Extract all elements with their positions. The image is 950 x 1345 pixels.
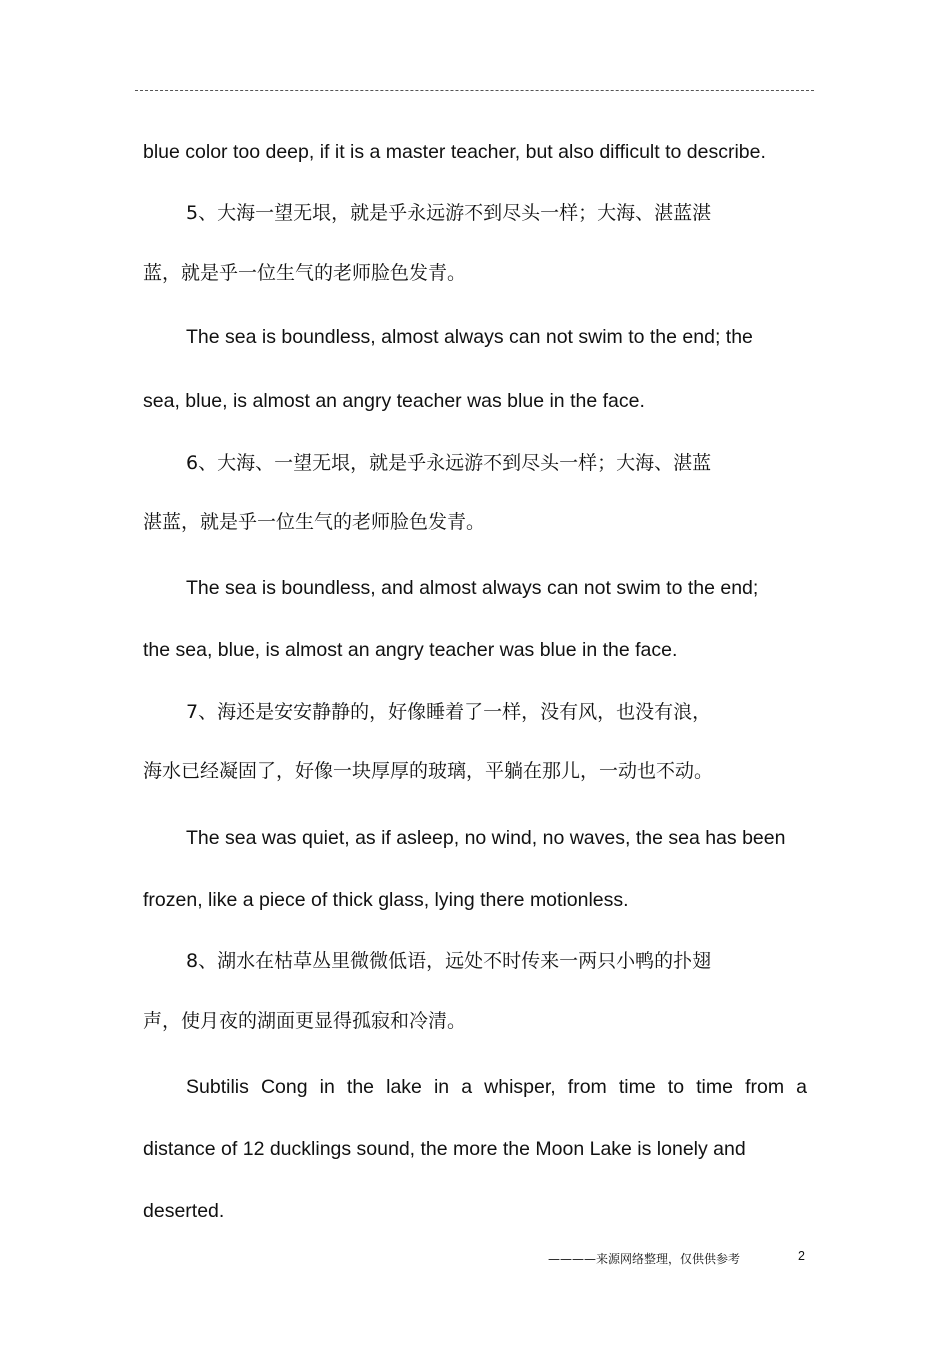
text-line: 5、大海一望无垠，就是乎永远游不到尽头一样；大海、湛蓝湛 xyxy=(186,202,712,224)
text-line: Subtilis Cong in the lake in a whisper, from time to time from a xyxy=(186,1076,807,1098)
text-line: The sea is boundless, and almost always can not swim to the end; xyxy=(186,577,759,599)
text-line: 声，使月夜的湖面更显得孤寂和冷清。 xyxy=(143,1010,467,1032)
text-line: frozen, like a piece of thick glass, lying there motionless. xyxy=(143,889,629,911)
text-line: 7、海还是安安静静的，好像睡着了一样，没有风，也没有浪， xyxy=(186,701,712,723)
text-line: 6、大海、一望无垠，就是乎永远游不到尽头一样；大海、湛蓝 xyxy=(186,452,712,474)
text-line: the sea, blue, is almost an angry teacher was blue in the face. xyxy=(143,639,678,661)
text-line: sea, blue, is almost an angry teacher was blue in the face. xyxy=(143,390,645,412)
text-line: The sea is boundless, almost always can not swim to the end; the xyxy=(186,326,753,348)
text-line: 海水已经凝固了，好像一块厚厚的玻璃，平躺在那儿，一动也不动。 xyxy=(143,760,714,782)
text-line: 8、湖水在枯草丛里微微低语，远处不时传来一两只小鸭的扑翅 xyxy=(186,950,712,972)
footer-source-note: ————来源网络整理，仅供供参考 xyxy=(548,1252,741,1266)
text-line: 湛蓝，就是乎一位生气的老师脸色发青。 xyxy=(143,511,486,533)
text-line: blue color too deep, if it is a master teacher, but also difficult to describe. xyxy=(143,141,766,163)
page-number: 2 xyxy=(798,1249,805,1263)
text-line: The sea was quiet, as if asleep, no wind, no waves, the sea has been xyxy=(186,827,786,849)
text-line: 蓝，就是乎一位生气的老师脸色发青。 xyxy=(143,262,467,284)
text-line: distance of 12 ducklings sound, the more the Moon Lake is lonely and xyxy=(143,1138,746,1160)
text-line: deserted. xyxy=(143,1200,225,1222)
header-rule xyxy=(135,90,814,91)
